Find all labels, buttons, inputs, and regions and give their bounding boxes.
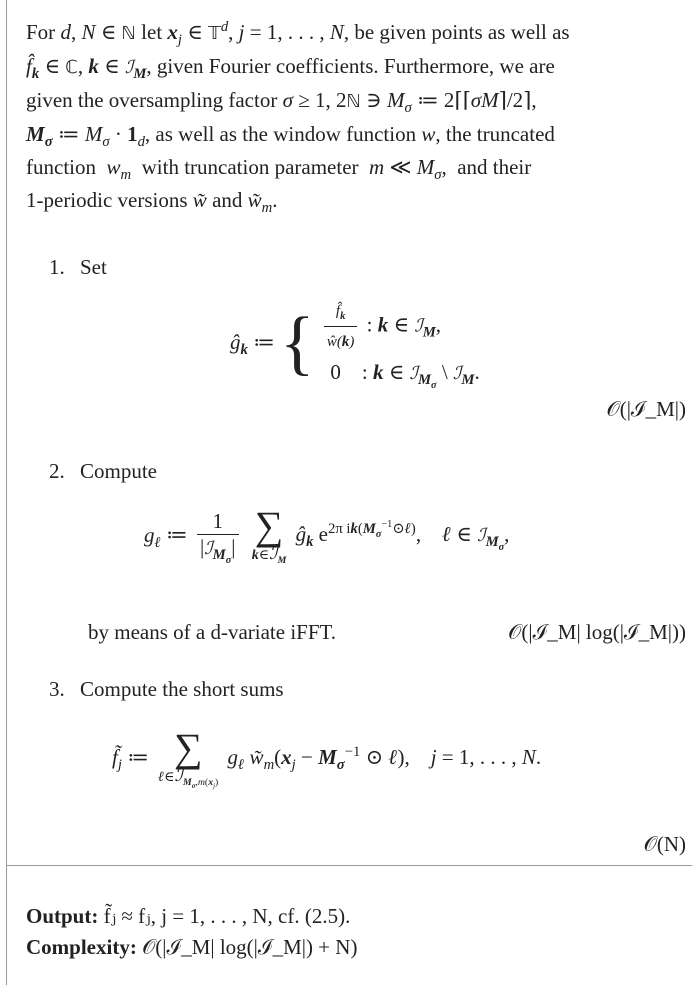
intro-text: 1-periodic versions bbox=[26, 188, 188, 212]
intro-paragraph: For d, N ∈ ℕ let $x_j$ ∈ 𝕋$^d$, j = 1, . . . , N, be given points as well as $f̂_k$ ∈ ℂ, k ∈ ℐ$_M$, given Fourier coefficients. Furthermore, we are given the oversampling factor σ ≥ 1, 2ℕ ∋ $M_\sigma$ ≔ 2⌈⌈σM⌉/2⌉, $M_\sigma$ ≔ $M_\sigma \cdot 1_d$, as well as the window function w, the truncated function $w_m$ with truncation parameter m ≪ $M_\sigma$, and their 1-periodic versions w̃ and $w̃_m$. bbox=[26, 19, 570, 217]
separator-line bbox=[6, 865, 692, 866]
step-2-note: by means of a d-variate iFFT. bbox=[88, 620, 337, 644]
step-text: Compute bbox=[80, 459, 157, 483]
intro-text: let bbox=[141, 20, 163, 44]
output-text: f̃ⱼ ≈ fⱼ, j = 1, . . . , N, cf. (2.5). bbox=[103, 904, 351, 928]
output-label: Output: bbox=[26, 904, 99, 928]
equation-g-ell: $g_\ell$ ≔ $\frac{1}{|ℐ_{M_\sigma}|}$ ∑ k∈ℐ$_M$ $ĝ_k$ $e^{2\pi ik(M_\sigma^{-1}⊙\ell)}$, ℓ ∈ ℐ$_{M_\sigma}$, bbox=[144, 503, 510, 567]
complexity-label: Complexity: bbox=[26, 935, 137, 959]
complexity-line bbox=[26, 932, 357, 963]
step-2-complexity: 𝒪(|ℐ_M| log(|ℐ_M|)) bbox=[508, 620, 686, 644]
intro-text: and bbox=[212, 188, 243, 212]
intro-text: the truncated bbox=[445, 122, 555, 146]
equation-short-sums: $f̃_j$ ≔ ∑ ℓ∈ℐ$_{M_\sigma,m(x_j)}$ $g_\ell$ $w̃_m(x_j - M_\sigma^{-1}$ ⊙ ℓ), j = 1, . . . , N. bbox=[112, 725, 542, 790]
intro-text: with truncation parameter bbox=[141, 155, 359, 179]
equation-set-g-hat: $ĝ_k$ ≔ { $\frac{f̂_k}{ŵ(k)}$ : k ∈ ℐ$_M$, 0 : k ∈ ℐ$_{M_\sigma}$ \ ℐ$_M$. bbox=[230, 296, 480, 389]
step-number: 3. bbox=[49, 677, 65, 701]
intro-text: be given points as well as bbox=[354, 20, 570, 44]
complexity-text: 𝒪(|ℐ_M| log(|ℐ_M|) + N) bbox=[142, 935, 358, 959]
step-3 bbox=[49, 677, 284, 702]
step-1-complexity: 𝒪(|ℐ_M|) bbox=[606, 397, 686, 421]
step-1 bbox=[49, 255, 107, 280]
step-text: Set bbox=[80, 255, 107, 279]
intro-text: given the oversampling factor bbox=[26, 88, 278, 112]
step-2 bbox=[49, 459, 157, 484]
intro-text: given Fourier coefficients. Furthermore, we are bbox=[156, 54, 555, 78]
step-3-complexity: 𝒪(N) bbox=[643, 832, 686, 856]
intro-text: as well as the window function bbox=[155, 122, 417, 146]
output-line bbox=[26, 901, 350, 932]
step-text: Compute the short sums bbox=[80, 677, 284, 701]
intro-text: For bbox=[26, 20, 56, 44]
step-number: 2. bbox=[49, 459, 65, 483]
intro-text: and their bbox=[457, 155, 532, 179]
intro-text: function bbox=[26, 155, 96, 179]
step-number: 1. bbox=[49, 255, 65, 279]
left-border bbox=[6, 0, 7, 985]
